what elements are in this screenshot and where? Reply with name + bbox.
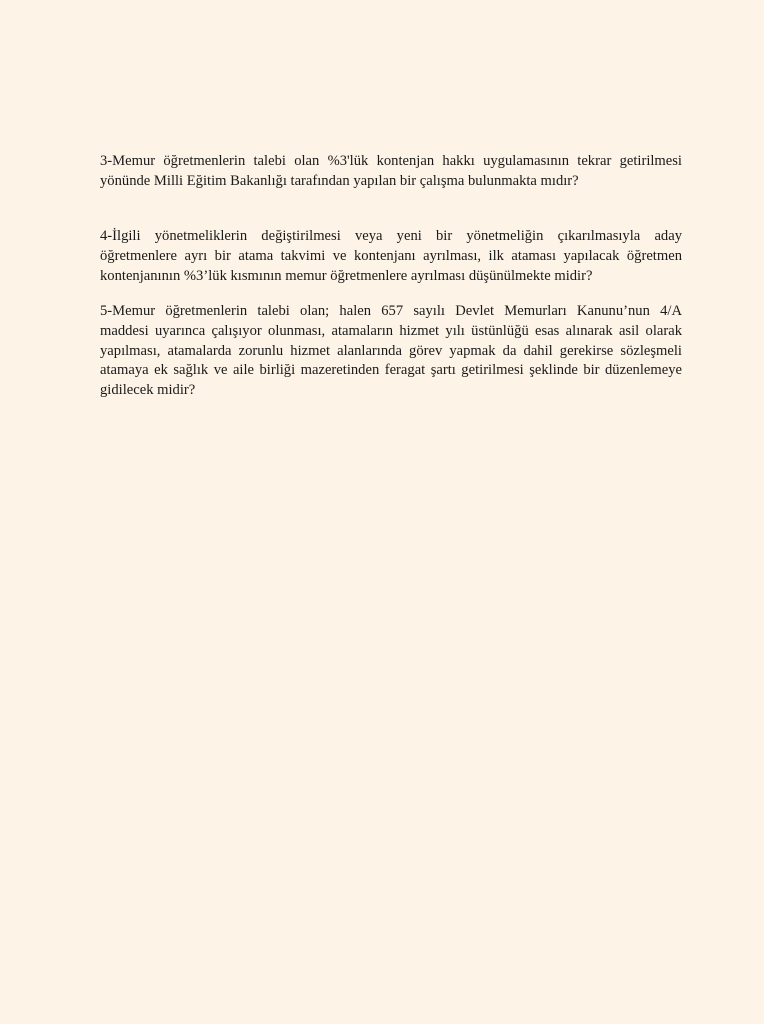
question-5 — [100, 302, 682, 401]
text-line: 5-Memur öğretmenlerin talebi olan; halen 657 sayılı Devlet Memurları Kanunu’nun 4/A — [100, 303, 682, 319]
question-3 — [100, 152, 682, 192]
text-line: yapılması, atamalarda zorunlu hizmet alanlarında görev yapmak da dahil gerekirse sözleşmeli — [100, 342, 682, 359]
text-line: öğretmenlere ayrı bir atama takvimi ve kontenjanı ayrılması, ilk ataması yapılacak öğretmen — [100, 247, 682, 264]
text-line: 3-Memur öğretmenlerin talebi olan %3'lük kontenjan hakkı uygulamasının tekrar getirilmesi — [100, 153, 682, 169]
text-line: kontenjanının %3’lük kısmının memur öğretmenlere ayrılması düşünülmekte midir? — [100, 267, 593, 284]
text-line: gidilecek midir? — [100, 382, 196, 399]
text-line: maddesi uyarınca çalışıyor olunması, atamaların hizmet yılı üstünlüğü esas alınarak asil olarak — [100, 322, 682, 339]
text-line: yönünde Milli Eğitim Bakanlığı tarafından yapılan bir çalışma bulunmakta mıdır? — [100, 172, 579, 189]
text-line: 4-İlgili yönetmeliklerin değiştirilmesi veya yeni bir yönetmeliğin çıkarılmasıyla aday — [100, 228, 682, 244]
question-4 — [100, 227, 682, 286]
text-line: atamaya ek sağlık ve aile birliği mazeretinden feragat şartı getirilmesi şeklinde bir düzenlemeye — [100, 362, 682, 379]
